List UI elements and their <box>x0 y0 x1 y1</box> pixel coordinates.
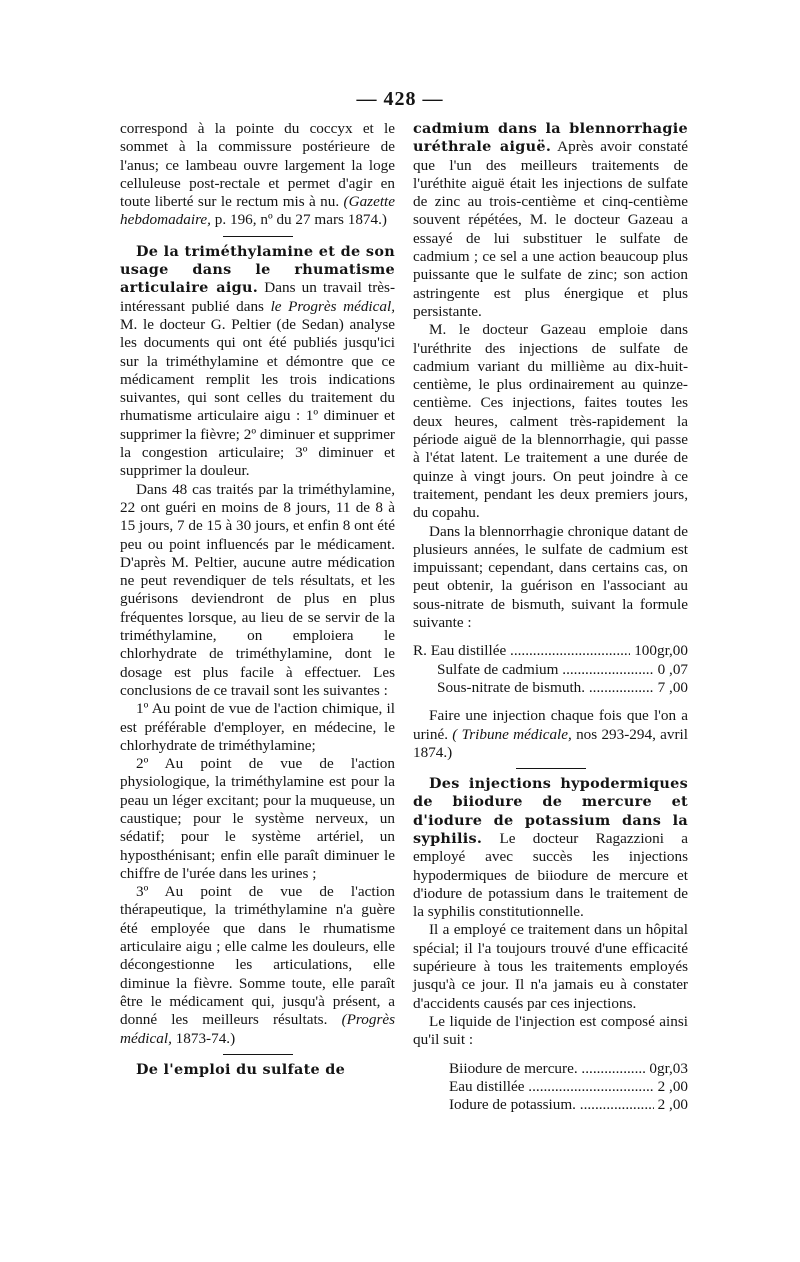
page-number: — 428 — <box>356 88 444 110</box>
paragraph-text: Après avoir constaté que l'un des meilleurs traitements de l'uréthite aiguë était les injections de sulfate de zinc au trois-centième et cinq-centième souvent répétées, M. le docteur Gazeau a essayé de lui substituer le sulfate de cadmium ; ce sel a une action beaucoup plus puissante que le sulfate de zinc; son action astringente est plus énergique et plus persistante. <box>413 138 688 320</box>
journal-title: le Progrès médical, <box>270 297 395 315</box>
formula-row <box>413 679 688 697</box>
ingredient-name: Iodure de potassium. ..... <box>449 1096 654 1114</box>
paragraph: M. le docteur Gazeau emploie dans l'uréthrite des injections de sulfate de cadmium variant du millième au dix-huit-centième, le plus ordinairement au quinze-centième. Ces injections, faites toutes les deux heures, calment très-rapidement la période aiguë de la blennorrhagie, qui passe à l'état latent. Le traitement a une durée de quinze à vingt jours. On peut joindre à ce traitement, pendant les deux premiers jours, du copahu. <box>413 321 688 522</box>
formula-row <box>413 661 688 679</box>
paragraph: 2º Au point de vue de l'action physiologique, la triméthylamine est pour la peau un léger excitant; pour la muqueuse, un caustique; pour le système nerveux, un sédatif; pour le système artériel, un hyposthénisant; enfin elle paraît diminuer le chiffre de l'urée dans les urines ; <box>120 755 395 882</box>
ingredient-name: Biiodure de mercure. ..... <box>449 1060 645 1078</box>
right-column <box>413 120 688 1124</box>
formula-row <box>413 642 688 660</box>
ingredient-name: Sulfate de cadmium ..... <box>437 661 654 679</box>
paragraph: Dans la blennorrhagie chronique datant de plusieurs années, le sulfate de cadmium est impuissant; cependant, dans certains cas, on peut obtenir, la guérison en l'associant au sous-nitrate de bismuth, suivant la formule suivante : <box>413 522 688 632</box>
formula-row <box>413 1078 688 1096</box>
section-divider <box>223 1054 293 1055</box>
ingredient-quantity: 0gr,03 <box>649 1059 688 1077</box>
section-heading: De l'emploi du sulfate de <box>136 1060 346 1078</box>
paragraph <box>120 1061 395 1079</box>
source-citation: (Gazette hebdomadaire, <box>120 193 395 229</box>
ingredient-name: Sous-nitrate de bismuth. ..... <box>437 679 654 697</box>
paragraph: Dans 48 cas traités par la triméthylamine, 22 ont guéri en moins de 8 jours, 11 de 8 à 15 jours, 7 de 15 à 30 jours, et enfin 8 ont été peu ou point influencés par le médicament. D'après M. Peltier, aucune autre médication ne peut revendiquer de tels résultats, et les guérisons deviendront de plus en plus fréquentes lorsque, au lieu de se servir de la triméthylamine, on emploiera le chlorhydrate de triméthylamine, dont le dosage est plus facile à effectuer. Les conclusions de ce travail sont les suivantes : <box>120 480 396 699</box>
paragraph-text: M. le docteur G. Peltier (de Sedan) analyse les documents qui ont été publiés jusqu'ici sur la triméthylamine et démontre que ce médicament remplit les trois indications suivantes, qui sont celles du traitement du rhumatisme articulaire aigu : 1º diminuer et supprimer la fièvre; 2º diminuer et supprimer la congestion articulaire; 3º diminuer et supprimer la douleur. <box>120 315 395 480</box>
source-citation-end: nos 293-294, avril 1874.) <box>413 725 688 761</box>
paragraph-text: Faire une injection chaque fois que l'on a uriné. <box>413 707 688 743</box>
source-citation-end: p. 196, nº du 27 mars 1874.) <box>214 211 387 229</box>
source-citation: ( Tribune médicale, <box>452 725 572 743</box>
paragraph <box>120 120 395 230</box>
ingredient-quantity: 2 ,00 <box>657 1096 688 1114</box>
ingredient-name: Eau distillée ..... <box>449 1078 654 1096</box>
paragraph <box>413 775 688 921</box>
formula-cadmium <box>413 642 688 697</box>
left-column <box>120 120 395 1079</box>
paragraph <box>413 120 688 321</box>
paragraph-text: 3º Au point de vue de l'action thérapeutique, la triméthylamine n'a guère été employée que dans le rhumatisme articulaire aigu ; elle calme les douleurs, elle décongestionne les articulations, elle diminue la fièvre. Somme toute, elle paraît être le médicament qui, jusqu'à présent, a donné les meilleurs résultats. <box>120 883 395 1029</box>
paragraph: 1º Au point de vue de l'action chimique, il est préférable d'employer, en médecine, le chlorhydrate de triméthylamine; <box>120 700 395 754</box>
ingredient-quantity: 0 ,07 <box>657 660 688 678</box>
paragraph <box>120 243 395 481</box>
paragraph-text: correspond à la pointe du coccyx et le sommet à la commissure postérieure de l'anus; ce lambeau ouvre largement la loge celluleuse post-rectale et permet d'agir en toute liberté sur le rectum mis à nu. <box>120 120 395 211</box>
ingredient-quantity: 100gr,00 <box>634 642 688 660</box>
section-divider <box>516 768 586 769</box>
source-citation-end: 1873-74.) <box>175 1029 236 1047</box>
ingredient-quantity: 7 ,00 <box>657 678 688 696</box>
source-citation: (Progrès médical, <box>120 1011 396 1047</box>
section-heading: De la triméthylamine et de son usage dans le rhumatisme articulaire aigu. <box>120 242 395 297</box>
paragraph-text: Dans un travail très-intéressant publié dans <box>120 279 395 315</box>
paragraph-text: Le docteur Ragazzioni a employé avec succès les injections hypodermiques de biiodure de mercure et d'iodure de potassium dans le traitement de la syphilis constitutionnelle. <box>413 829 688 921</box>
ingredient-name: R. Eau distillée ..... <box>413 642 630 660</box>
paragraph: Il a employé ce traitement dans un hôpital spécial; il l'a toujours trouvé d'une efficacité supérieure à tous les traitements employés jusqu'à ce jour. Il n'a jamais eu à constater d'accidents causés par ces injections. <box>413 921 688 1012</box>
section-heading-continued: cadmium dans la blennorrhagie uréthrale aiguë. <box>413 120 688 156</box>
paragraph <box>120 883 395 1048</box>
ingredient-quantity: 2 ,00 <box>657 1077 688 1095</box>
formula-mercury <box>413 1060 688 1115</box>
section-divider <box>223 236 293 237</box>
paragraph <box>413 707 688 762</box>
paragraph: Le liquide de l'injection est composé ainsi qu'il suit : <box>413 1012 688 1049</box>
section-heading: Des injections hypodermiques de biiodure de mercure et d'iodure de potassium dans la syphilis. <box>413 775 688 847</box>
formula-row <box>413 1096 688 1114</box>
formula-row <box>413 1060 688 1078</box>
